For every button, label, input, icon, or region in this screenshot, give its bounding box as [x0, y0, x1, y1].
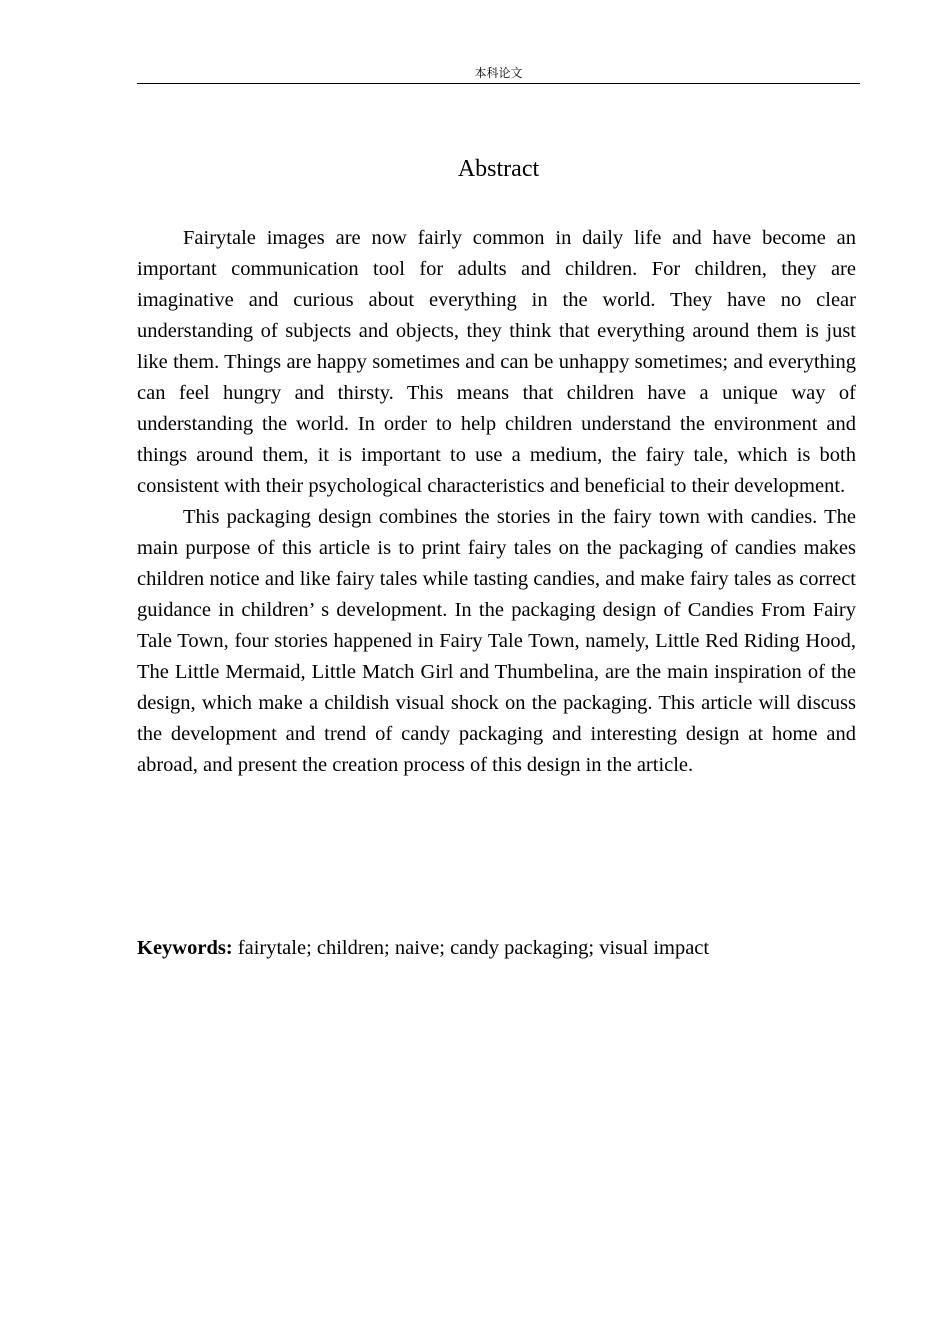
keywords-text: fairytale; children; naive; candy packaging; visual impact	[232, 937, 710, 959]
abstract-paragraph-2: This packaging design combines the stories in the fairy town with candies. The main purpose of this article is to print fairy tales on the packaging of candies makes children notice and like fairy tales while tasting candies, and make fairy tales as correct guidance in children’ s development. In the packaging design of Candies From Fairy Tale Town, four stories happened in Fairy Tale Town, namely, Little Red Riding Hood, The Little Mermaid, Little Match Girl and Thumbelina, are the main inspiration of the design, which make a childish visual shock on the packaging. This article will discuss the development and trend of candy packaging and interesting design at home and abroad, and present the creation process of this design in the article.	[137, 506, 856, 776]
abstract-title: Abstract	[457, 156, 540, 182]
header-rule	[137, 83, 860, 84]
abstract-body	[137, 223, 856, 781]
keywords-line	[137, 933, 856, 964]
running-header: 本科论文	[474, 66, 523, 80]
abstract-paragraph-1: Fairytale images are now fairly common in daily life and have become an important communication tool for adults and children. For children, they are imaginative and curious about everything in the world. They have no clear understanding of subjects and objects, they think that everything around them is just like them. Things are happy sometimes and can be unhappy sometimes; and everything can feel hungry and thirsty. This means that children have a unique way of understanding the world. In order to help children understand the environment and things around them, it is important to use a medium, the fairy tale, which is both consistent with their psychological characteristics and beneficial to their development.	[137, 227, 856, 497]
keywords-label: Keywords:	[137, 937, 233, 959]
